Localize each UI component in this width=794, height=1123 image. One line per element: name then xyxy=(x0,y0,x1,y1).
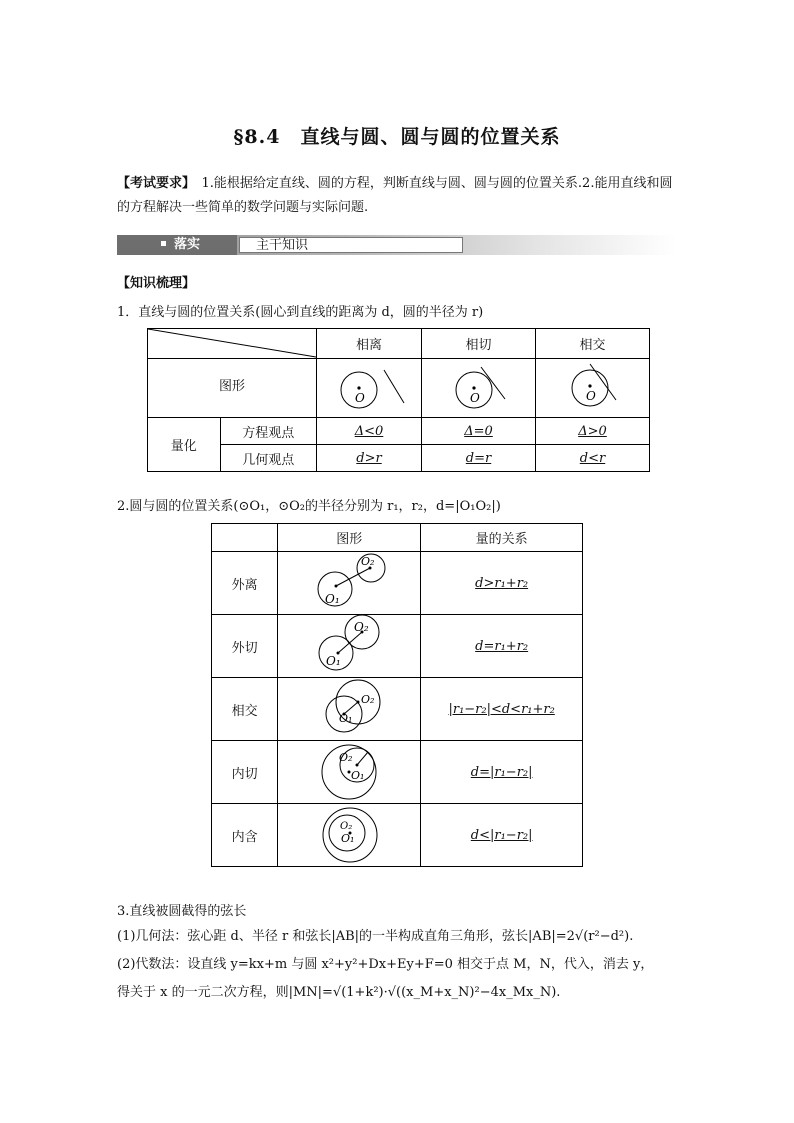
cell-value xyxy=(536,445,650,472)
exam-requirements-tag: 【考试要求】 xyxy=(117,176,189,191)
circle-circle-table xyxy=(211,523,583,867)
figure-contained xyxy=(278,804,421,867)
quantify-label: 量化 xyxy=(148,418,221,472)
cell-value xyxy=(317,445,422,472)
value-text: Δ>0 xyxy=(578,423,607,439)
relation-text: d>r₁+r₂ xyxy=(475,575,529,591)
diagonal-line xyxy=(148,329,316,358)
relation-text: d=|r₁−r₂| xyxy=(470,764,533,780)
relation-cell xyxy=(421,741,583,804)
exam-requirements xyxy=(117,172,677,220)
o2-label: O₂ xyxy=(354,620,369,634)
line-circle-table xyxy=(147,328,650,472)
col-header: 量的关系 xyxy=(421,524,583,552)
o2-label: O₂ xyxy=(339,751,353,764)
banner-right: 主干知识 xyxy=(239,237,463,253)
relation-cell xyxy=(421,804,583,867)
row-label: 几何观点 xyxy=(220,445,316,472)
square-icon xyxy=(161,241,166,246)
o1-label: O₁ xyxy=(351,769,365,782)
figure-label: 图形 xyxy=(148,359,317,418)
figure-intersecting xyxy=(278,678,421,741)
row-label: 外切 xyxy=(212,615,278,678)
section3-line3: 得关于 x 的一元二次方程，则|MN|=√(1+k²)·√((x_M+x_N)²−4x_Mx_N). xyxy=(117,985,561,1000)
col-header: 图形 xyxy=(278,524,421,552)
relation-text: d<|r₁−r₂| xyxy=(470,827,533,843)
relation-text: d=r₁+r₂ xyxy=(475,638,529,654)
exam-requirements-text: 1.能根据给定直线、圆的方程，判断直线与圆、圆与圆的位置关系.2.能用直线和圆的方程解决一些简单的数学问题与实际问题. xyxy=(117,176,673,215)
col-header: 相离 xyxy=(317,329,422,359)
o1-label: O₁ xyxy=(326,654,341,668)
value-text: d=r xyxy=(465,450,492,466)
o2-label: O₂ xyxy=(361,693,375,706)
figure-int-tangent xyxy=(278,741,421,804)
cell-value xyxy=(317,418,422,445)
figure-intersect xyxy=(536,359,650,418)
relation-cell xyxy=(421,615,583,678)
corner-cell xyxy=(212,524,278,552)
cell-value xyxy=(422,418,536,445)
section3-line1: (1)几何法：弦心距 d、半径 r 和弦长|AB|的一半构成直角三角形，弦长|AB|=2√(r²−d²). xyxy=(117,929,634,944)
center-label: O xyxy=(355,391,365,405)
cell-value xyxy=(422,445,536,472)
figure-external xyxy=(278,552,421,615)
value-text: d<r xyxy=(579,450,606,466)
section2-heading: 2.圆与圆的位置关系(⊙O₁，⊙O₂的半径分别为 r₁，r₂，d=|O₁O₂|) xyxy=(117,499,501,514)
cell-value xyxy=(536,418,650,445)
banner-left xyxy=(117,235,237,255)
figure-separate xyxy=(317,359,422,418)
diagonal-header-cell xyxy=(148,329,317,359)
row-label: 相交 xyxy=(212,678,278,741)
section-banner xyxy=(117,235,677,255)
value-text: d>r xyxy=(356,450,382,466)
row-label: 方程观点 xyxy=(220,418,316,445)
knowledge-header: 【知识梳理】 xyxy=(117,276,196,291)
o1-label: O₁ xyxy=(325,592,340,606)
section1-heading: 1．直线与圆的位置关系(圆心到直线的距离为 d，圆的半径为 r) xyxy=(117,305,484,320)
row-label: 内含 xyxy=(212,804,278,867)
col-header: 相交 xyxy=(536,329,650,359)
page-title: §8.4 直线与圆、圆与圆的位置关系 xyxy=(233,126,561,148)
relation-cell xyxy=(421,552,583,615)
relation-cell xyxy=(421,678,583,741)
center-label: O xyxy=(586,389,596,403)
value-text: Δ<0 xyxy=(354,423,384,439)
o2-label: O₂ xyxy=(361,555,375,568)
row-label: 外离 xyxy=(212,552,278,615)
figure-tangent xyxy=(422,359,536,418)
col-header: 相切 xyxy=(422,329,536,359)
o1-label: O₁ xyxy=(341,832,355,845)
banner-left-label: 落实 xyxy=(174,237,201,252)
relation-text: |r₁−r₂|<d<r₁+r₂ xyxy=(448,701,555,717)
section3-line2: (2)代数法：设直线 y=kx+m 与圆 x²+y²+Dx+Ey+F=0 相交于点 M，N，代入，消去 y， xyxy=(117,957,654,972)
center-label: O xyxy=(470,391,480,405)
o1-label: O₁ xyxy=(339,712,353,725)
section3-heading: 3.直线被圆截得的弦长 xyxy=(117,904,247,919)
row-label: 内切 xyxy=(212,741,278,804)
figure-ext-tangent xyxy=(278,615,421,678)
value-text: Δ=0 xyxy=(464,423,493,439)
o2-label: O₂ xyxy=(340,821,353,832)
